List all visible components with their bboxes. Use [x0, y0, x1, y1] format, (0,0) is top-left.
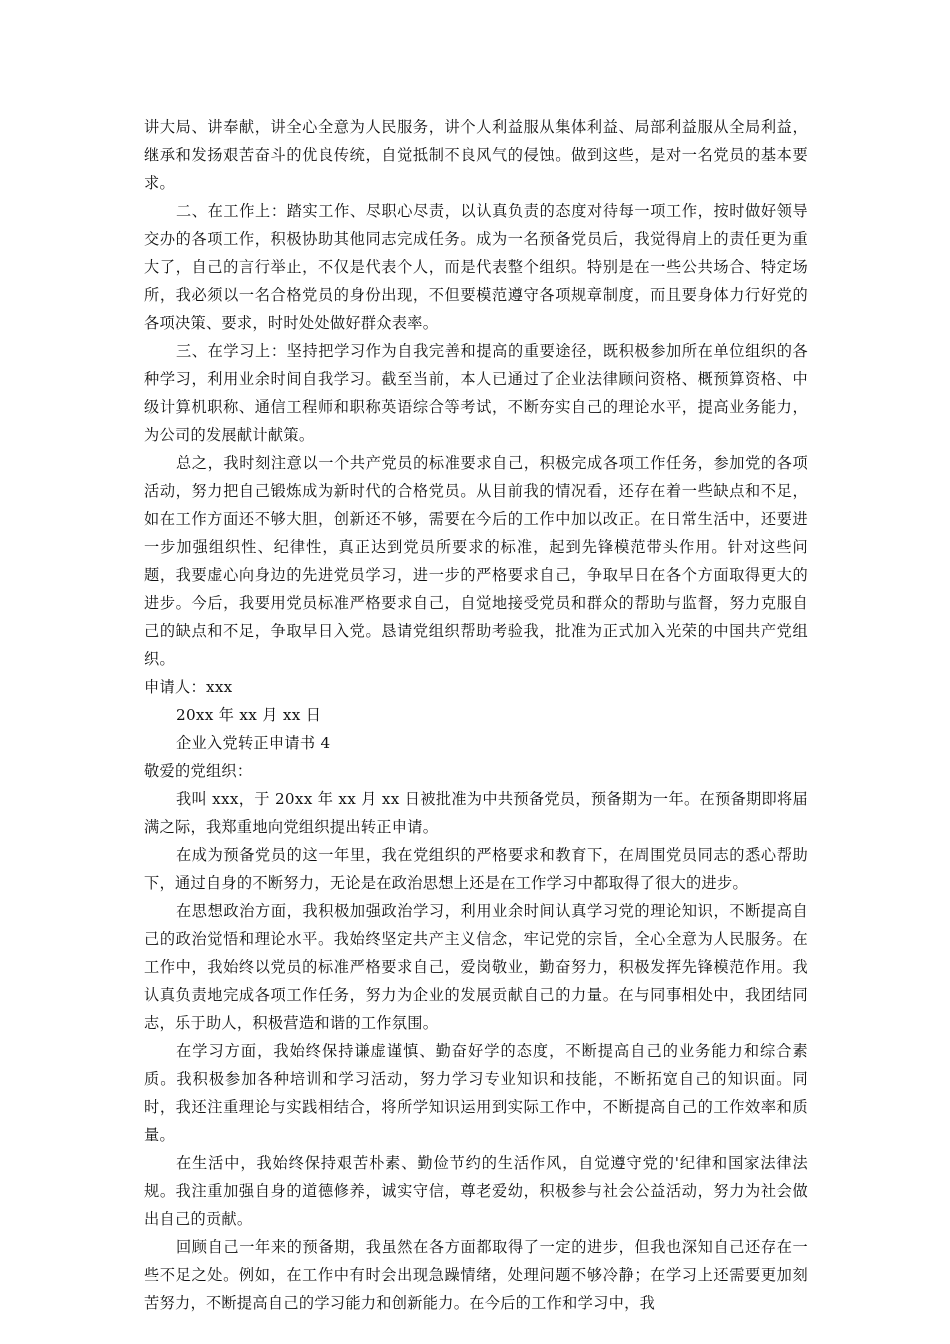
paragraph-top-3: 三、在学习上：坚持把学习作为自我完善和提高的重要途径，既积极参加所在单位组织的各种学习，利用业余时间自我学习。截至当前，本人已通过了企业法律顾问资格、概预算资格、中级计算机职称、通信工程师和职称英语综合等考试，不断夯实自己的理论水平，提高业务能力，为公司的发展献计献策。: [144, 342, 808, 444]
paragraph-bottom-2: 在成为预备党员的这一年里，我在党组织的严格要求和教育下，在周围党员同志的悉心帮助下，通过自身的不断努力，无论是在政治思想上还是在工作学习中都取得了很大的进步。: [144, 846, 808, 892]
paragraph-bottom-6: 回顾自己一年来的预备期，我虽然在各方面都取得了一定的进步，但我也深知自己还存在一些不足之处。例如，在工作中有时会出现急躁情绪，处理问题不够冷静；在学习上还需要更加刻苦努力，不断提高自己的学习能力和创新能力。在今后的工作和学习中，我: [144, 1238, 808, 1312]
paragraph-top-1: 讲大局、讲奉献，讲全心全意为人民服务，讲个人利益服从集体利益、局部利益服从全局利益，继承和发扬艰苦奋斗的优良传统，自觉抵制不良风气的侵蚀。做到这些，是对一名党员的基本要求。: [144, 118, 808, 192]
paragraph-top-4: 总之，我时刻注意以一个共产党员的标准要求自己，积极完成各项工作任务，参加党的各项活动，努力把自己锻炼成为新时代的合格党员。从目前我的情况看，还存在着一些缺点和不足，如在工作方面还不够大胆，创新还不够，需要在今后的工作中加以改正。在日常生活中，还要进一步加强组织性、纪律性，真正达到党员所要求的标准，起到先锋模范带头作用。针对这些问题，我要虚心向身边的先进党员学习，进一步的严格要求自己，争取早日在各个方面取得更大的进步。今后，我要用党员标准严格要求自己，自觉地接受党员和群众的帮助与监督，努力克服自己的缺点和不足，争取早日入党。恳请党组织帮助考验我，批准为正式加入光荣的中国共产党组织。: [144, 454, 808, 668]
paragraph-bottom-5: 在生活中，我始终保持艰苦朴素、勤俭节约的生活作风，自觉遵守党的'纪律和国家法律法规。我注重加强自身的道德修养，诚实守信，尊老爱幼，积极参与社会公益活动，努力为社会做出自己的贡献。: [144, 1154, 808, 1228]
document-page: [144, 113, 808, 1317]
section-title: 企业入党转正申请书 4: [176, 734, 331, 752]
paragraph-bottom-3: 在思想政治方面，我积极加强政治学习，利用业余时间认真学习党的理论知识，不断提高自己的政治觉悟和理论水平。我始终坚定共产主义信念，牢记党的宗旨，全心全意为人民服务。在工作中，我始终以党员的标准严格要求自己，爱岗敬业，勤奋努力，积极发挥先锋模范作用。我认真负责地完成各项工作任务，努力为企业的发展贡献自己的力量。在与同事相处中，我团结同志，乐于助人，积极营造和谐的工作氛围。: [144, 902, 808, 1032]
application-date: 20xx 年 xx 月 xx 日: [176, 706, 322, 724]
salutation: 敬爱的党组织：: [144, 762, 253, 780]
paragraph-bottom-1: 我叫 xxx，于 20xx 年 xx 月 xx 日被批准为中共预备党员，预备期为一年。在预备期即将届满之际，我郑重地向党组织提出转正申请。: [144, 790, 808, 836]
paragraph-top-2: 二、在工作上：踏实工作、尽职心尽责，以认真负责的态度对待每一项工作，按时做好领导交办的各项工作，积极协助其他同志完成任务。成为一名预备党员后，我觉得肩上的责任更为重大了，自己的言行举止，不仅是代表个人，而是代表整个组织。特别是在一些公共场合、特定场所，我必须以一名合格党员的身份出现，不但要模范遵守各项规章制度，而且要身体力行好党的各项决策、要求，时时处处做好群众表率。: [144, 202, 808, 332]
applicant-signature: 申请人：xxx: [144, 678, 233, 696]
paragraph-bottom-4: 在学习方面，我始终保持谦虚谨慎、勤奋好学的态度，不断提高自己的业务能力和综合素质。我积极参加各种培训和学习活动，努力学习专业知识和技能，不断拓宽自己的知识面。同时，我还注重理论与实践相结合，将所学知识运用到实际工作中，不断提高自己的工作效率和质量。: [144, 1042, 808, 1144]
